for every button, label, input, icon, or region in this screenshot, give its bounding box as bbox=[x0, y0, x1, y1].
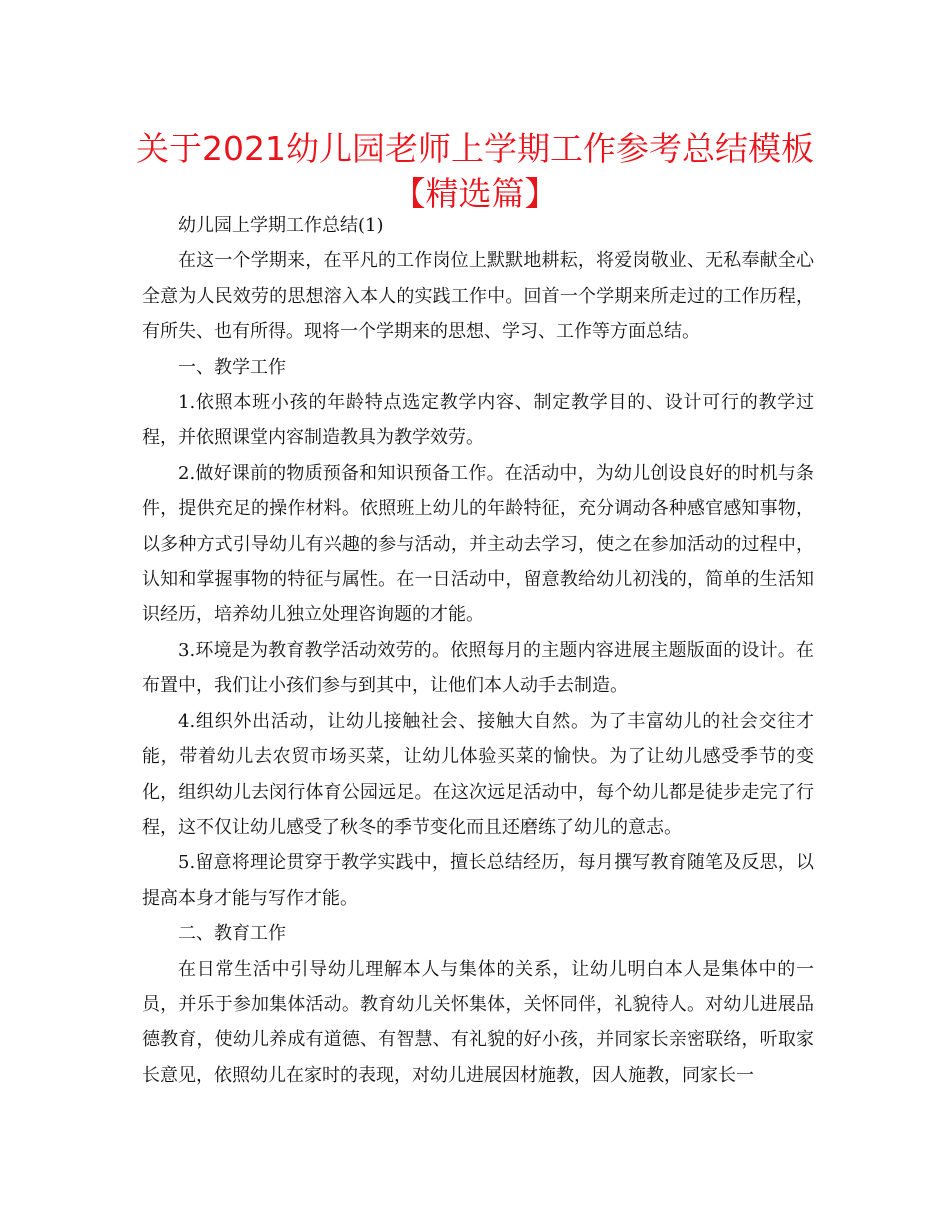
document-title-line-2: 【精选篇】 bbox=[392, 174, 558, 213]
body-paragraph: 3.环境是为教育教学活动效劳的。依照每月的主题内容进展主题版面的设计。在布置中，我们让小孩们参与到其中，让他们本人动手去制造。 bbox=[142, 639, 814, 697]
document-title-line-1: 关于2021幼儿园老师上学期工作参考总结模板 bbox=[136, 129, 814, 168]
section-heading: 一、教学工作 bbox=[178, 356, 286, 378]
body-paragraph: 1.依照本班小孩的年龄特点选定教学内容、制定教学目的、设计可行的教学过程，并依照课堂内容制造教具为教学效劳。 bbox=[142, 392, 814, 449]
body-paragraph: 在这一个学期来，在平凡的工作岗位上默默地耕耘，将爱岗敬业、无私奉献全心全意为人民效劳的思想溶入本人的实践工作中。回首一个学期来所走过的工作历程，有所失、也有所得。现将一个学期来的思想、学习、工作等方面总结。 bbox=[142, 250, 814, 343]
section-heading: 幼儿园上学期工作总结(1) bbox=[178, 215, 384, 236]
document-body bbox=[142, 208, 814, 1093]
body-paragraph: 在日常生活中引导幼儿理解本人与集体的关系，让幼儿明白本人是集体中的一员，并乐于参加集体活动。教育幼儿关怀集体，关怀同伴，礼貌待人。对幼儿进展品德教育，使幼儿养成有道德、有智慧、有礼貌的好小孩，并同家长亲密联络，听取家长意见，依照幼儿在家时的表现，对幼儿进展因材施教，因人施教，同家长一 bbox=[142, 958, 814, 1086]
body-paragraph: 4.组织外出活动，让幼儿接触社会、接触大自然。为了丰富幼儿的社会交往才能，带着幼儿去农贸市场买菜，让幼儿体验买菜的愉快。为了让幼儿感受季节的变化，组织幼儿去闵行体育公园远足。在这次远足活动中，每个幼儿都是徒步走完了行程，这不仅让幼儿感受了秋冬的季节变化而且还磨练了幼儿的意志。 bbox=[142, 710, 814, 838]
section-heading: 二、教育工作 bbox=[178, 923, 286, 945]
body-paragraph: 5.留意将理论贯穿于教学实践中，擅长总结经历，每月撰写教育随笔及反思，以提高本身才能与写作才能。 bbox=[142, 852, 814, 909]
body-paragraph: 2.做好课前的物质预备和知识预备工作。在活动中，为幼儿创设良好的时机与条件，提供充足的操作材料。依照班上幼儿的年龄特征，充分调动各种感官感知事物，以多种方式引导幼儿有兴趣的参与活动，并主动去学习，使之在参加活动的过程中，认知和掌握事物的特征与属性。在一日活动中，留意教给幼儿初浅的，简单的生活知识经历，培养幼儿独立处理咨询题的才能。 bbox=[142, 462, 814, 626]
